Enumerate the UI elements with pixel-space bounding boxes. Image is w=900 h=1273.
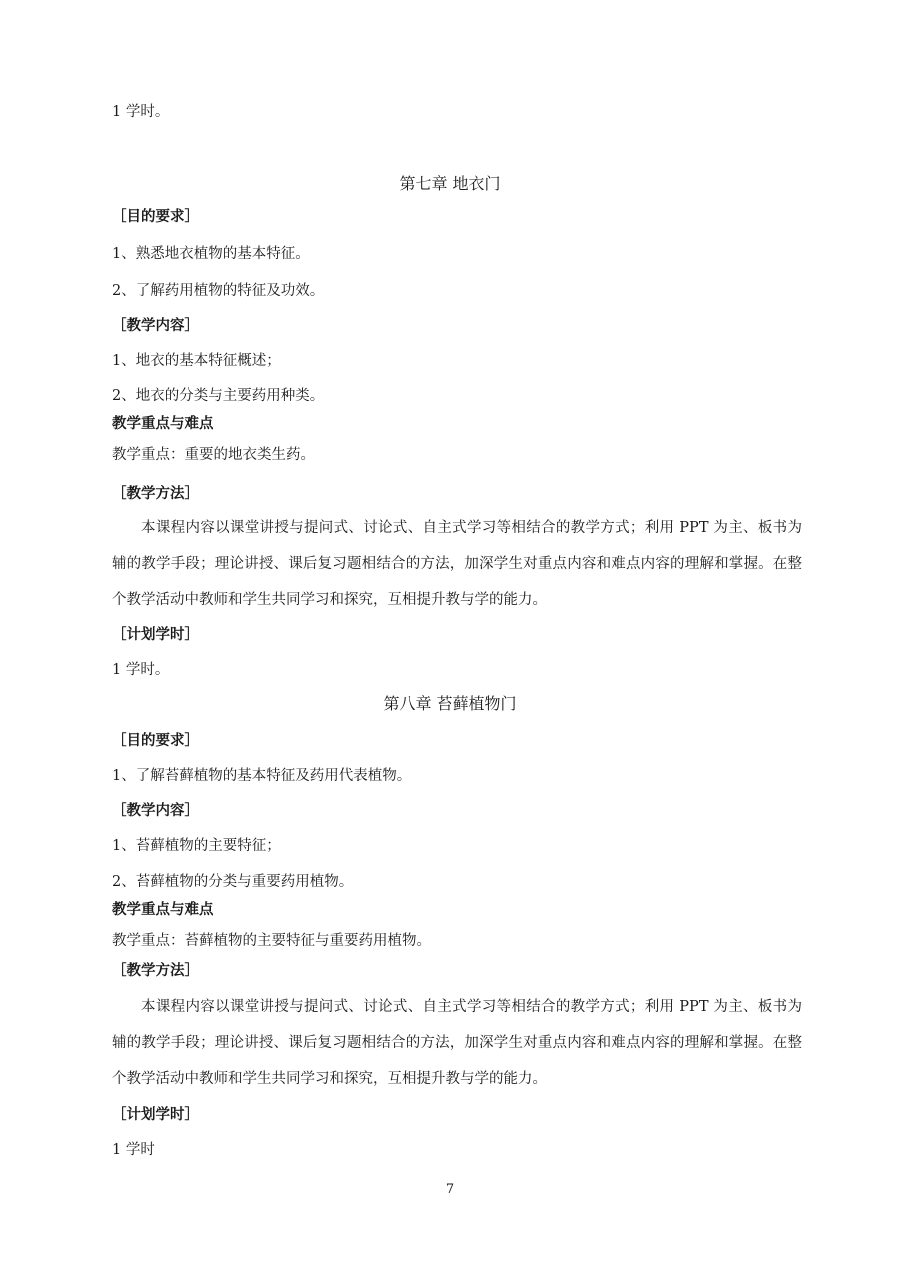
ch7-method-paragraph: 本课程内容以课堂讲授与提问式、讨论式、自主式学习等相结合的教学方式；利用 PPT 为主、板书为辅的教学手段；理论讲授、课后复习题相结合的方法，加深学生对重点内容和难点内容的理解和掌握。在整个教学活动中教师和学生共同学习和探究，互相提升教与学的能力。 xyxy=(112,520,802,608)
ch7-hours: 1 学时。 xyxy=(112,662,170,678)
chapter-8-title: 第八章 苔藓植物门 xyxy=(383,694,517,713)
ch7-content-1: 1、地衣的基本特征概述； xyxy=(112,353,281,369)
ch7-goal-heading: ［目的要求］ xyxy=(112,209,199,225)
ch8-keypoint-heading: 教学重点与难点 xyxy=(112,902,214,918)
ch8-method-paragraph: 本课程内容以课堂讲授与提问式、讨论式、自主式学习等相结合的教学方式；利用 PPT 为主、板书为辅的教学手段；理论讲授、课后复习题相结合的方法，加深学生对重点内容和难点内容的理解和掌握。在整个教学活动中教师和学生共同学习和探究，互相提升教与学的能力。 xyxy=(112,999,802,1087)
ch8-method-heading: ［教学方法］ xyxy=(112,963,199,979)
ch8-content-1: 1、苔藓植物的主要特征； xyxy=(112,838,281,854)
ch7-content-heading: ［教学内容］ xyxy=(112,318,199,334)
ch8-hours-heading: ［计划学时］ xyxy=(112,1107,199,1123)
top-hours-text: 1 学时。 xyxy=(112,104,170,120)
ch8-goal-1: 1、了解苔藓植物的基本特征及药用代表植物。 xyxy=(112,768,412,784)
ch7-keypoint: 教学重点：重要的地衣类生药。 xyxy=(112,447,315,463)
ch7-keypoint-heading: 教学重点与难点 xyxy=(112,416,214,432)
ch8-hours: 1 学时 xyxy=(112,1142,155,1158)
ch7-goal-2: 2、了解药用植物的特征及功效。 xyxy=(112,283,325,299)
ch7-method-heading: ［教学方法］ xyxy=(112,486,199,502)
chapter-7-title: 第七章 地衣门 xyxy=(399,174,501,193)
ch8-keypoint: 教学重点：苔藓植物的主要特征与重要药用植物。 xyxy=(112,933,431,949)
page-number: 7 xyxy=(445,1182,455,1197)
ch8-content-heading: ［教学内容］ xyxy=(112,803,199,819)
ch8-goal-heading: ［目的要求］ xyxy=(112,733,199,749)
ch7-content-2: 2、地衣的分类与主要药用种类。 xyxy=(112,388,325,404)
ch7-goal-1: 1、熟悉地衣植物的基本特征。 xyxy=(112,246,310,262)
ch7-hours-heading: ［计划学时］ xyxy=(112,627,199,643)
ch8-content-2: 2、苔藓植物的分类与重要药用植物。 xyxy=(112,874,354,890)
